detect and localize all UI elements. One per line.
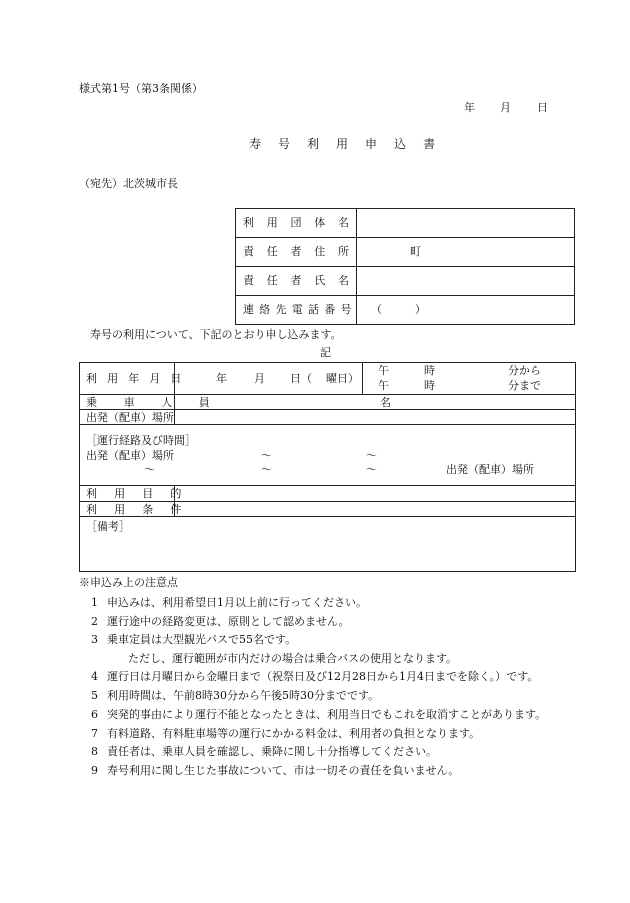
route-tilde-2: 〜: [366, 449, 377, 462]
date-day-label: 日: [537, 101, 548, 114]
address-field[interactable]: [357, 238, 575, 267]
usage-date-day: 日（: [290, 372, 312, 385]
note-text: 有料道路、有料駐車場等の運行にかかる料金は、利用者の負担となります。: [107, 727, 481, 740]
note-num: 1: [91, 596, 98, 609]
org-name-label: 利 用 団 体 名: [236, 209, 357, 238]
condition-label: 利 用 条 件: [86, 503, 189, 516]
remarks-label: ［備考］: [86, 520, 130, 533]
phone-paren: （ ）: [371, 303, 426, 316]
note-num: 6: [91, 708, 98, 721]
route-tilde-3: 〜: [144, 463, 155, 476]
note-num: 2: [91, 615, 98, 628]
page-title: 寿 号 利 用 申 込 書: [249, 137, 442, 151]
route-heading: ［運行経路及び時間］: [86, 434, 196, 447]
usage-date-weekday: 曜日）: [326, 372, 359, 385]
ki-heading: 記: [320, 346, 331, 359]
note-num: 5: [91, 689, 98, 702]
usage-table: [79, 362, 576, 572]
address-label: 責 任 者 住 所: [236, 238, 357, 267]
note-text: 申込みは、利用希望日1月以上前に行ってください。: [107, 596, 367, 609]
phone-field[interactable]: [357, 296, 575, 325]
usage-date-month: 月: [254, 372, 265, 385]
route-tilde-5: 〜: [366, 463, 377, 476]
time-from: 分から: [508, 364, 541, 377]
form-number: 様式第1号（第3条関係）: [79, 82, 203, 95]
time-am-1: 午: [378, 364, 389, 377]
note-text: 乗車定員は大型観光バスで55名です。: [107, 633, 297, 646]
usage-date-year: 年: [216, 372, 227, 385]
passengers-label: 乗 車 人 員: [86, 396, 222, 409]
note-text: 運行日は月曜日から金曜日まで（祝祭日及び12月28日から1月4日までを除く。）です。: [107, 670, 539, 683]
date-year-label: 年: [464, 101, 475, 114]
responsible-name-label: 責 任 者 氏 名: [236, 267, 357, 296]
route-tilde-1: 〜: [261, 449, 272, 462]
addressee: （宛先）北茨城市長: [79, 177, 178, 190]
route-tilde-4: 〜: [261, 463, 272, 476]
note-text: 利用時間は、午前8時30分から午後5時30分までです。: [107, 689, 380, 702]
notes-heading: ※申込み上の注意点: [79, 576, 178, 589]
usage-date-label: 利 用 年 月 日: [86, 372, 185, 385]
note-text: 運行途中の経路変更は、原則として認めません。: [107, 615, 350, 628]
applicant-table: [235, 208, 575, 325]
route-start: 出発（配車）場所: [86, 449, 174, 462]
note-text: 責任者は、乗車人員を確認し、乗降に関し十分指導してください。: [107, 745, 437, 758]
time-to: 分まで: [508, 379, 541, 392]
time-hour-2: 時: [424, 379, 435, 392]
note-num: 4: [91, 670, 98, 683]
note-num: 8: [91, 745, 98, 758]
note-num: 9: [91, 764, 98, 777]
pickup-label: 出発（配車）場所: [86, 411, 174, 424]
time-am-2: 午: [378, 379, 389, 392]
address-suffix: 町: [410, 245, 421, 258]
note-text: 突発的事由により運行不能となったときは、利用当日でもこれを取消すことがあります。: [107, 708, 547, 721]
passengers-unit: 名: [380, 396, 391, 409]
phone-label: 連 絡 先 電 話 番 号: [236, 296, 357, 325]
note-text: 寿号利用に関し生じた事故について、市は一切その責任を負いません。: [107, 764, 460, 777]
intro-text: 寿号の利用について、下記のとおり申し込みます。: [90, 328, 342, 341]
note-num: 7: [91, 727, 98, 740]
time-hour-1: 時: [424, 364, 435, 377]
org-name-field[interactable]: [357, 209, 575, 238]
note-text: ただし、運行範囲が市内だけの場合は乗合バスの使用となります。: [128, 652, 458, 665]
note-num: 3: [91, 633, 98, 646]
purpose-label: 利 用 目 的: [86, 487, 189, 500]
responsible-name-field[interactable]: [357, 267, 575, 296]
route-end: 出発（配車）場所: [446, 463, 534, 476]
date-month-label: 月: [500, 101, 511, 114]
